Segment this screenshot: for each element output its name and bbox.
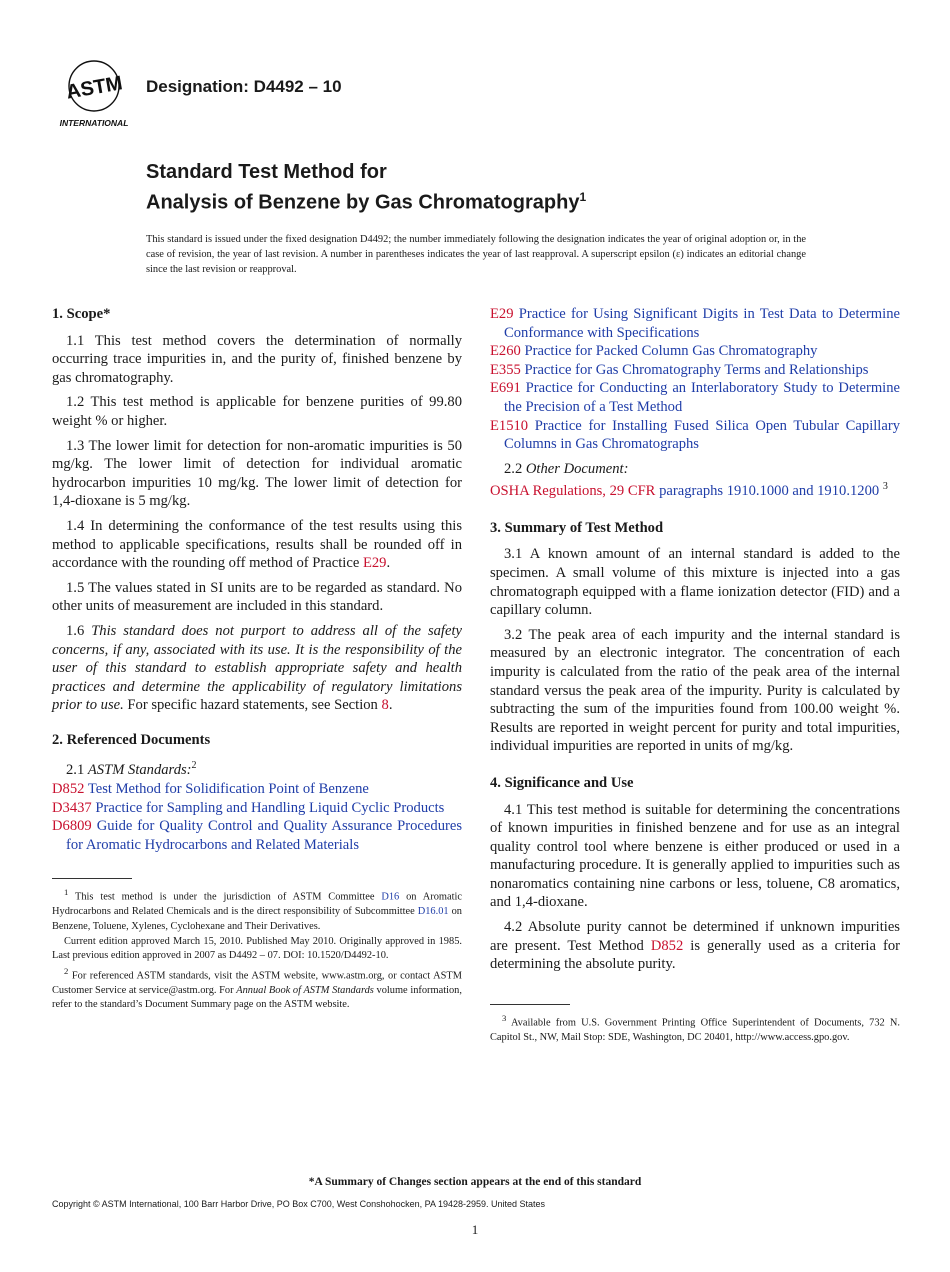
link-d16-01[interactable]: D16.01 <box>417 906 449 918</box>
astm-label-italic: ASTM Standards: <box>87 762 192 779</box>
astm-label-num: 2.1 <box>66 762 88 779</box>
ref-code[interactable]: E691 <box>490 380 521 397</box>
ref-item <box>490 361 900 380</box>
para-3-1: 3.1 A known amount of an internal standard is added to the specimen. A small volume of this mixture is injected into a gas chromatograph equipped with a flame ionization detector (FID) and a capillary column. <box>490 546 900 619</box>
other-label-num: 2.2 <box>504 460 526 477</box>
referenced-heading: 2. Referenced Documents <box>52 731 211 748</box>
ref-title[interactable]: Guide for Quality Control and Quality Assurance Procedures for Aromatic Hydrocarbons and Related Materials <box>66 818 463 853</box>
astm-logo <box>54 58 134 130</box>
para-1-6-tail: For specific hazard statements, see Section <box>123 697 382 714</box>
designation-suffix: – 10 <box>308 77 342 96</box>
ref-title[interactable]: Practice for Gas Chromatography Terms and Relationships <box>524 361 869 378</box>
para-3-2: 3.2 The peak area of each impurity and the internal standard is measured by an electronic integrator. The concentration of each impurity is calculated from the ratio of the peak area of the internal standard versus the peak area of the impurity. Purity is calculated by subtracting the sum of the impurities found from 100.00 weight %. Results are reported in weight percent for purity and total impurities, individual impurities are reported in units of mg/kg. <box>490 626 900 755</box>
summary-of-changes-note: *A Summary of Changes section appears at the end of this standard <box>308 1176 642 1188</box>
fn2-italic: Annual Book of ASTM Standards <box>236 984 374 996</box>
fn2-text-b: volume information, refer to the standard’s Document Summary page on the ASTM website. <box>52 984 462 1011</box>
para-4-2-text: 4.2 Absolute purity cannot be determined if unknown impurities are present. Test Method <box>490 919 900 954</box>
ref-title[interactable]: Practice for Using Significant Digits in Test Data to Determine Conformance with Specifications <box>504 306 900 341</box>
para-4-2-end: is generally used as a criteria for determining the absolute purity. <box>490 937 900 973</box>
logo-text: ASTM <box>64 72 125 104</box>
ref-title[interactable]: Practice for Packed Column Gas Chromatography <box>524 343 818 360</box>
ref-item <box>52 799 462 818</box>
ref-code[interactable]: D6809 <box>52 818 92 835</box>
ref-item <box>52 817 462 854</box>
footnote-1-edition: Current edition approved March 15, 2010. Published May 2010. Originally approved in 1985. Last previous edition approved in 2007 as D4492 – 07. DOI: 10.1520/D4492-10. <box>52 935 462 962</box>
para-1-6 <box>52 622 462 715</box>
fn3-text: Available from U.S. Government Printing Office Superintendent of Documents, 732 N. Capitol St., NW, Mail Stop: SDE, Washington, DC 20401, http://www.access.gpo.gov. <box>490 1017 900 1043</box>
fn1-text-a: This test method is under the jurisdiction of ASTM Committee <box>75 891 382 903</box>
footnote-rule <box>490 1004 570 1005</box>
para-1-1: 1.1 This test method covers the determination of normally occurring trace impurities in, and the purity of, finished benzene by gas chromatography. <box>52 332 462 386</box>
title-line-2: Analysis of Benzene by Gas Chromatography <box>146 191 580 214</box>
logo-subtext: INTERNATIONAL <box>59 118 129 128</box>
ref-code[interactable]: D3437 <box>52 799 92 816</box>
para-4-1: 4.1 This test method is suitable for determining the concentrations of known impurities in finished benzene and for use as an integral quality control tool where benzene is either produced or used in a manufacturing procedure. It is generally applied to impurities such as nonaromatics containing nine carbons or less, toluene, C8 aromatics, and 1,4-dioxane. <box>490 801 900 911</box>
ref-code[interactable]: E355 <box>490 361 521 378</box>
footnotes-left <box>52 885 462 1013</box>
para-1-6-num: 1.6 <box>66 622 92 639</box>
title-superscript: 1 <box>579 190 587 204</box>
ref-title[interactable]: Test Method for Solidification Point of Benzene <box>87 780 369 797</box>
other-label-italic: Other Document: <box>525 460 629 477</box>
footnote-1: $^1$ This test method is under the jurisdiction of ASTM Committee D16 on Aromatic Hydrocarbons and Related Chemicals and is the direct responsibility of Subcommittee D16.01 on Benzene, Toluene, Xylenes, Cyclohexane and Their Derivatives. <box>52 887 462 932</box>
ref-code[interactable]: D852 <box>52 780 85 797</box>
ref-code-osha[interactable]: OSHA Regulations, 29 CFR <box>490 483 656 500</box>
other-document-label <box>490 460 900 479</box>
ref-code[interactable]: E260 <box>490 343 521 360</box>
link-d16[interactable]: D16 <box>381 891 400 903</box>
para-1-4-end: . <box>386 555 391 572</box>
para-1-3: 1.3 The lower limit for detection for non-aromatic impurities is 50 mg/kg. The lower limit of detection for individual aromatic hydrocarbon impurities 10 mg/kg. The lower limit of detection for 1,4-dioxane is 5 mg/kg. <box>52 437 462 510</box>
astm-logo-mark <box>54 58 134 130</box>
ref-code[interactable]: E1510 <box>490 417 529 434</box>
fn1-text-c: on Benzene, Toluene, Xylenes, Cyclohexane and Their Derivatives. <box>52 906 462 932</box>
para-1-6-italic: This standard does not purport to address all of the safety concerns, if any, associated with its use. It is the responsibility of the user of this standard to establish appropriate safety and health practices and determine the applicability of regulatory limitations prior to use. <box>52 622 462 714</box>
astm-label-sup: 2 <box>191 760 197 772</box>
footnotes-right <box>490 1011 900 1046</box>
fn2-text-a: For referenced ASTM standards, visit the ASTM website, www.astm.org, or contact ASTM Customer Service at service@astm.org. For <box>52 970 462 996</box>
scope-heading: 1. Scope* <box>52 306 111 322</box>
designation-label: Designation: D4492 <box>146 77 304 96</box>
para-1-4-text: 1.4 In determining the conformance of the test results using this method to applicable specifications, results shall be rounded off in accordance with the rounding off method of Practice <box>52 517 462 572</box>
ref-item <box>490 417 900 454</box>
ref-code[interactable]: E29 <box>490 306 514 322</box>
para-1-5: 1.5 The values stated in SI units are to be regarded as standard. No other units of measurement are included in this standard. <box>52 579 462 615</box>
ref-item <box>52 780 462 799</box>
document-title <box>146 160 586 216</box>
ref-title-osha[interactable]: paragraphs 1910.1000 and 1910.1200 <box>659 483 880 500</box>
page-number: 1 <box>471 1222 479 1237</box>
title-line-1: Standard Test Method for <box>146 161 387 183</box>
ref-title[interactable]: Practice for Sampling and Handling Liquid Cyclic Products <box>95 799 445 816</box>
para-1-2: 1.2 This test method is applicable for benzene purities of 99.80 weight % or higher. <box>52 394 462 429</box>
link-e29[interactable]: E29 <box>362 555 387 572</box>
summary-method-heading: 3. Summary of Test Method <box>490 519 664 536</box>
fn1-text-b: on Aromatic Hydrocarbons and Related Chemicals and is the direct responsibility of Subcommittee <box>52 891 462 918</box>
ref-item-osha <box>490 478 900 500</box>
ref-item <box>490 379 900 416</box>
ref-item <box>490 305 900 342</box>
ref-item <box>490 342 900 361</box>
left-column <box>52 305 462 1013</box>
significance-heading: 4. Significance and Use <box>490 774 634 791</box>
footnote-rule <box>52 878 132 879</box>
right-column <box>490 305 900 1046</box>
osha-sup: 3 <box>882 481 888 493</box>
para-1-6-end: . <box>388 697 393 714</box>
link-d852[interactable]: D852 <box>650 937 684 954</box>
copyright: Copyright © ASTM International, 100 Barr Harbor Drive, PO Box C700, West Conshohocken, PA 19428-2959. United States <box>52 1199 546 1209</box>
ref-title[interactable]: Practice for Installing Fused Silica Open Tubular Capillary Columns in Gas Chromatographs <box>504 417 900 453</box>
footnote-3: $^3$ Available from U.S. Government Printing Office Superintendent of Documents, 732 N. Capitol St., NW, Mail Stop: SDE, Washington, DC 20401, http://www.access.gpo.gov. <box>490 1012 900 1043</box>
link-section-8[interactable]: 8 <box>381 697 389 714</box>
ref-title[interactable]: Practice for Conducting an Interlaboratory Study to Determine the Precision of a Test Method <box>504 380 901 415</box>
designation <box>146 77 342 97</box>
issuance-note: This standard is issued under the fixed designation D4492; the number immediately following the designation indicates the year of original adoption or, in the case of revision, the year of last revision. A number in parentheses indicates the year of last reapproval. A superscript epsilon (ε) indicates an editorial change since the last revision or reapproval. <box>146 234 806 275</box>
astm-standards-label <box>52 757 462 779</box>
footnote-2: $^2$ For referenced ASTM standards, visit the ASTM website, www.astm.org, or contact ASTM Customer Service at service@astm.org. For Annual Book of ASTM Standards volume information, refer to the standard’s Document Summary page on the ASTM website. <box>52 965 462 1011</box>
para-1-4 <box>52 517 462 573</box>
para-4-2 <box>490 918 900 974</box>
